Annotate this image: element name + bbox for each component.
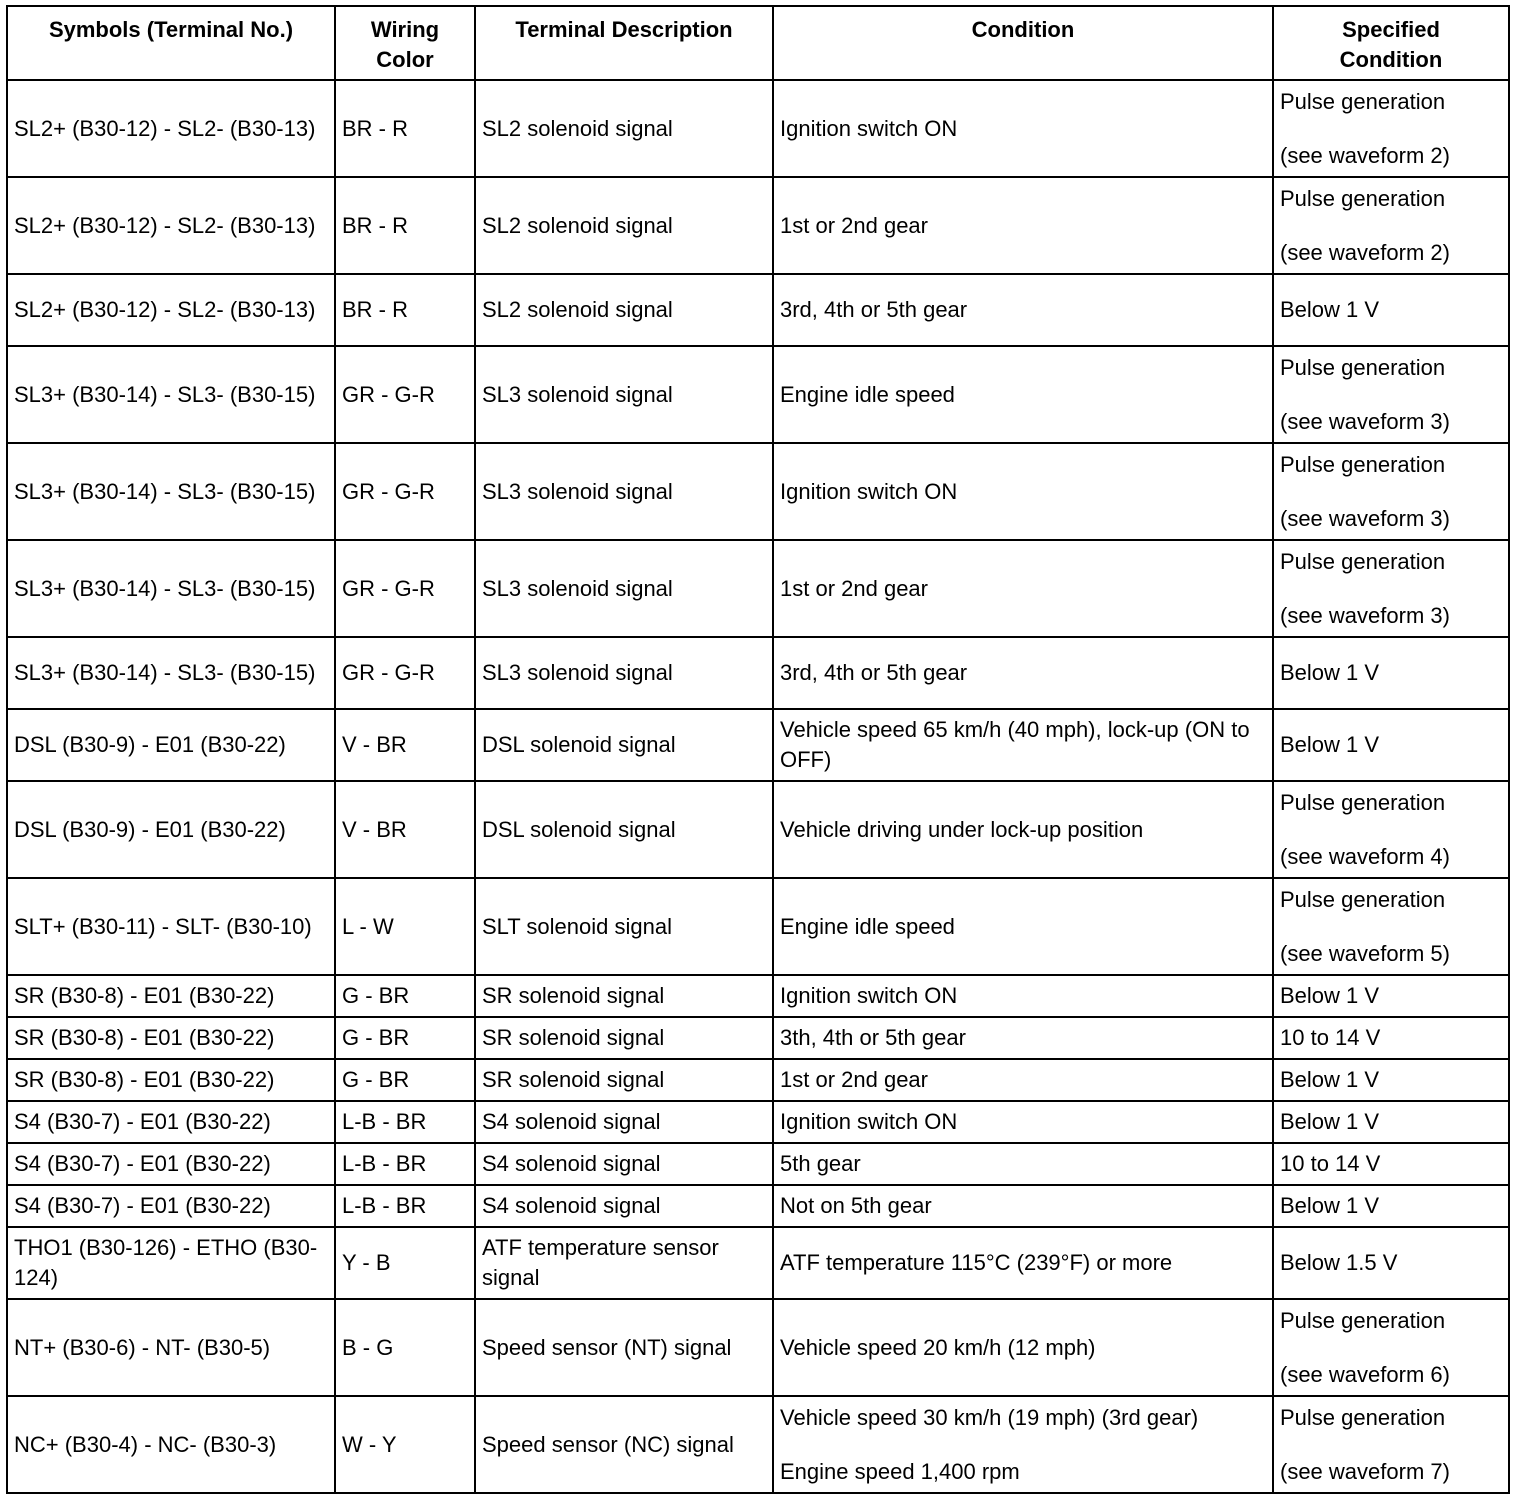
symbol-cell: SL2+ (B30-12) - SL2- (B30-13) <box>7 274 335 346</box>
description-cell: SL3 solenoid signal <box>475 637 773 709</box>
symbol-cell: DSL (B30-9) - E01 (B30-22) <box>7 781 335 878</box>
condition-cell: Ignition switch ON <box>773 1101 1273 1143</box>
condition-cell: Ignition switch ON <box>773 443 1273 540</box>
header-specified-condition: Specified Condition <box>1273 6 1509 80</box>
wiring-cell: V - BR <box>335 781 475 878</box>
wiring-cell: BR - R <box>335 80 475 177</box>
table-row <box>7 781 1509 878</box>
spec-cell: Below 1 V <box>1273 1101 1509 1143</box>
header-wiring-color: Wiring Color <box>335 6 475 80</box>
table-row <box>7 346 1509 443</box>
spec-cell: 10 to 14 V <box>1273 1143 1509 1185</box>
wiring-cell: GR - G-R <box>335 540 475 637</box>
spec-cell: Below 1 V <box>1273 709 1509 781</box>
table-row <box>7 1059 1509 1101</box>
symbol-cell: S4 (B30-7) - E01 (B30-22) <box>7 1185 335 1227</box>
condition-cell: Vehicle driving under lock-up position <box>773 781 1273 878</box>
wiring-cell: L-B - BR <box>335 1185 475 1227</box>
wiring-cell: BR - R <box>335 274 475 346</box>
wiring-cell: GR - G-R <box>335 346 475 443</box>
description-cell: ATF temperature sensor signal <box>475 1227 773 1299</box>
table-row <box>7 1396 1509 1493</box>
spec-cell: Pulse generation (see waveform 2) <box>1273 177 1509 274</box>
description-cell: S4 solenoid signal <box>475 1143 773 1185</box>
symbol-cell: S4 (B30-7) - E01 (B30-22) <box>7 1101 335 1143</box>
spec-cell: Below 1 V <box>1273 1059 1509 1101</box>
spec-cell: Pulse generation (see waveform 6) <box>1273 1299 1509 1396</box>
description-cell: SLT solenoid signal <box>475 878 773 975</box>
condition-cell: Engine idle speed <box>773 346 1273 443</box>
symbol-cell: THO1 (B30-126) - ETHO (B30-124) <box>7 1227 335 1299</box>
symbol-cell: SLT+ (B30-11) - SLT- (B30-10) <box>7 878 335 975</box>
description-cell: S4 solenoid signal <box>475 1101 773 1143</box>
spec-cell: Pulse generation (see waveform 7) <box>1273 1396 1509 1493</box>
condition-cell: 1st or 2nd gear <box>773 1059 1273 1101</box>
spec-cell: Pulse generation (see waveform 5) <box>1273 878 1509 975</box>
wiring-cell: L - W <box>335 878 475 975</box>
condition-cell: Engine idle speed <box>773 878 1273 975</box>
condition-cell: Ignition switch ON <box>773 80 1273 177</box>
condition-cell: 5th gear <box>773 1143 1273 1185</box>
condition-cell: 1st or 2nd gear <box>773 177 1273 274</box>
description-cell: DSL solenoid signal <box>475 709 773 781</box>
condition-cell: 3rd, 4th or 5th gear <box>773 274 1273 346</box>
symbol-cell: DSL (B30-9) - E01 (B30-22) <box>7 709 335 781</box>
table-row <box>7 975 1509 1017</box>
header-row <box>7 6 1509 80</box>
description-cell: Speed sensor (NT) signal <box>475 1299 773 1396</box>
symbol-cell: SR (B30-8) - E01 (B30-22) <box>7 1017 335 1059</box>
description-cell: Speed sensor (NC) signal <box>475 1396 773 1493</box>
symbol-cell: SL3+ (B30-14) - SL3- (B30-15) <box>7 443 335 540</box>
wiring-cell: V - BR <box>335 709 475 781</box>
wiring-cell: GR - G-R <box>335 637 475 709</box>
header-condition: Condition <box>773 6 1273 80</box>
table-row <box>7 1143 1509 1185</box>
condition-cell: Vehicle speed 65 km/h (40 mph), lock-up (ON to OFF) <box>773 709 1273 781</box>
symbol-cell: SL3+ (B30-14) - SL3- (B30-15) <box>7 346 335 443</box>
spec-cell: Below 1 V <box>1273 1185 1509 1227</box>
wiring-cell: G - BR <box>335 1059 475 1101</box>
wiring-cell: G - BR <box>335 1017 475 1059</box>
description-cell: SL3 solenoid signal <box>475 540 773 637</box>
condition-cell: Ignition switch ON <box>773 975 1273 1017</box>
table-row <box>7 80 1509 177</box>
table-row <box>7 1017 1509 1059</box>
spec-cell: Below 1 V <box>1273 274 1509 346</box>
table-row <box>7 177 1509 274</box>
description-cell: SR solenoid signal <box>475 1059 773 1101</box>
description-cell: SR solenoid signal <box>475 975 773 1017</box>
symbol-cell: SR (B30-8) - E01 (B30-22) <box>7 975 335 1017</box>
table-row <box>7 443 1509 540</box>
wiring-cell: GR - G-R <box>335 443 475 540</box>
spec-cell: Pulse generation (see waveform 4) <box>1273 781 1509 878</box>
wiring-cell: W - Y <box>335 1396 475 1493</box>
symbol-cell: SL2+ (B30-12) - SL2- (B30-13) <box>7 80 335 177</box>
spec-cell: Pulse generation (see waveform 2) <box>1273 80 1509 177</box>
spec-cell: 10 to 14 V <box>1273 1017 1509 1059</box>
spec-cell: Below 1 V <box>1273 637 1509 709</box>
condition-cell: 3rd, 4th or 5th gear <box>773 637 1273 709</box>
spec-cell: Pulse generation (see waveform 3) <box>1273 443 1509 540</box>
table-row <box>7 540 1509 637</box>
description-cell: DSL solenoid signal <box>475 781 773 878</box>
description-cell: SL2 solenoid signal <box>475 177 773 274</box>
condition-cell: Not on 5th gear <box>773 1185 1273 1227</box>
table-row <box>7 1227 1509 1299</box>
description-cell: S4 solenoid signal <box>475 1185 773 1227</box>
condition-cell: Vehicle speed 20 km/h (12 mph) <box>773 1299 1273 1396</box>
symbol-cell: SL3+ (B30-14) - SL3- (B30-15) <box>7 637 335 709</box>
symbol-cell: SR (B30-8) - E01 (B30-22) <box>7 1059 335 1101</box>
header-terminal-description: Terminal Description <box>475 6 773 80</box>
wiring-cell: Y - B <box>335 1227 475 1299</box>
condition-cell: ATF temperature 115°C (239°F) or more <box>773 1227 1273 1299</box>
symbol-cell: S4 (B30-7) - E01 (B30-22) <box>7 1143 335 1185</box>
description-cell: SL2 solenoid signal <box>475 274 773 346</box>
condition-cell: Vehicle speed 30 km/h (19 mph) (3rd gear) Engine speed 1,400 rpm <box>773 1396 1273 1493</box>
symbol-cell: NT+ (B30-6) - NT- (B30-5) <box>7 1299 335 1396</box>
description-cell: SL3 solenoid signal <box>475 443 773 540</box>
wiring-cell: L-B - BR <box>335 1143 475 1185</box>
spec-cell: Below 1.5 V <box>1273 1227 1509 1299</box>
condition-cell: 1st or 2nd gear <box>773 540 1273 637</box>
spec-cell: Pulse generation (see waveform 3) <box>1273 540 1509 637</box>
description-cell: SR solenoid signal <box>475 1017 773 1059</box>
table-row <box>7 709 1509 781</box>
symbol-cell: NC+ (B30-4) - NC- (B30-3) <box>7 1396 335 1493</box>
table-row <box>7 878 1509 975</box>
description-cell: SL2 solenoid signal <box>475 80 773 177</box>
wiring-cell: L-B - BR <box>335 1101 475 1143</box>
table-row <box>7 1101 1509 1143</box>
description-cell: SL3 solenoid signal <box>475 346 773 443</box>
table-row <box>7 274 1509 346</box>
terminal-spec-table <box>6 5 1510 1494</box>
table-row <box>7 637 1509 709</box>
spec-cell: Pulse generation (see waveform 3) <box>1273 346 1509 443</box>
symbol-cell: SL2+ (B30-12) - SL2- (B30-13) <box>7 177 335 274</box>
condition-cell: 3th, 4th or 5th gear <box>773 1017 1273 1059</box>
table-row <box>7 1185 1509 1227</box>
spec-cell: Below 1 V <box>1273 975 1509 1017</box>
wiring-cell: G - BR <box>335 975 475 1017</box>
wiring-cell: BR - R <box>335 177 475 274</box>
table-row <box>7 1299 1509 1396</box>
wiring-cell: B - G <box>335 1299 475 1396</box>
header-symbols: Symbols (Terminal No.) <box>7 6 335 80</box>
symbol-cell: SL3+ (B30-14) - SL3- (B30-15) <box>7 540 335 637</box>
